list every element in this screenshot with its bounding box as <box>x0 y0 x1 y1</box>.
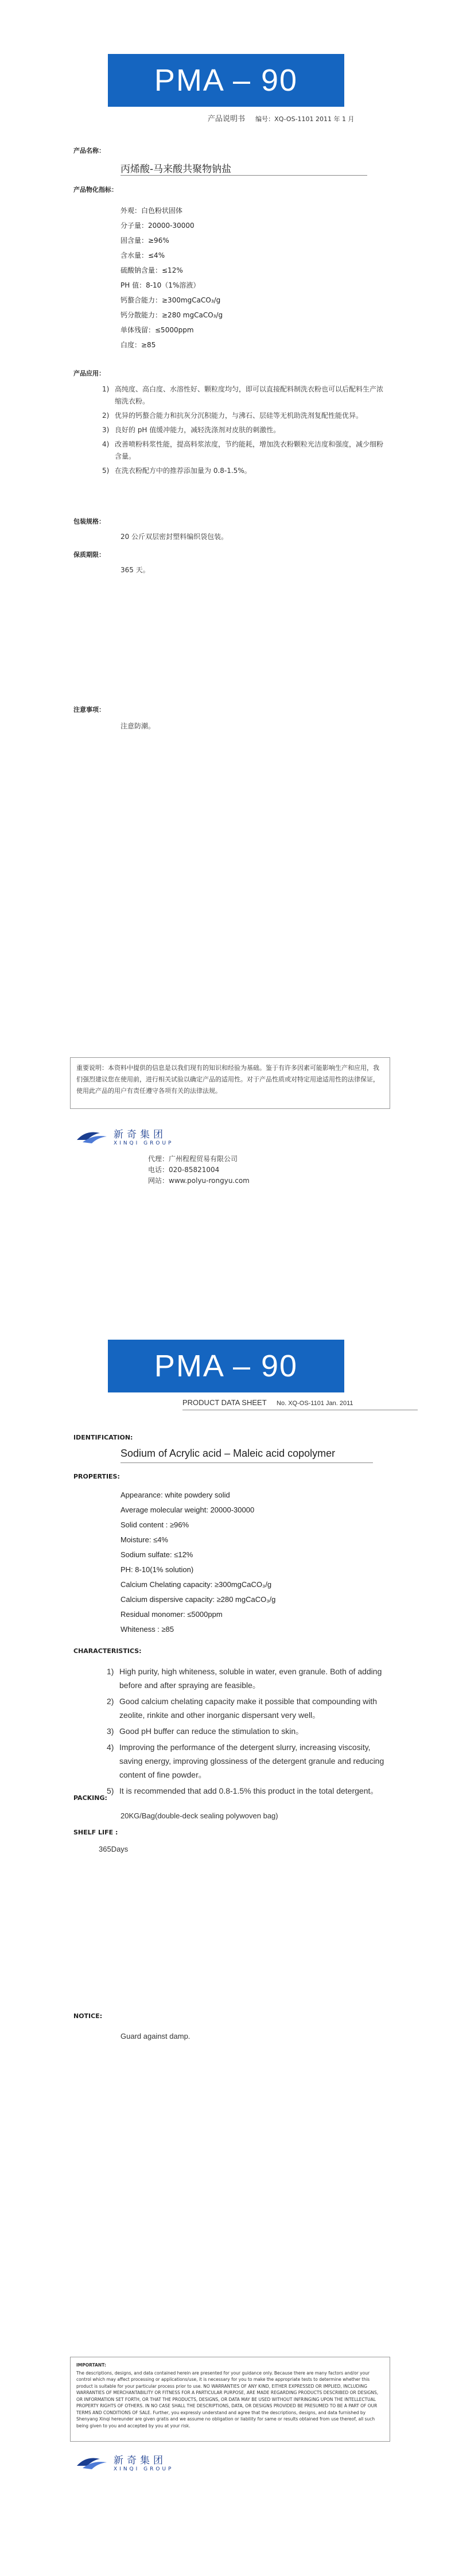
en-label-identification: IDENTIFICATION: <box>73 1434 133 1441</box>
list-item: 4) Improving the performance of the detergent slurry, increasing viscosity, saving energy, improving glossiness of the detergent granule and reducing content of fine powder。 <box>107 1743 384 1779</box>
zh-disclaimer-text: 重要说明：本资料中提供的信息是以我们现有的知识和经验为基础。鉴于有许多因素可能影响生产和应用，我们强烈建议您在使用前，进行相关试验以确定产品的适用性。对于产品性质或对特定用途适用性的法律保证，使用此产品的用户有责任遵守各项有关的法律法规。 <box>76 1064 379 1095</box>
en-property-item: Sodium sulfate: ≤12% <box>120 1550 193 1559</box>
en-name-underline <box>120 1462 373 1463</box>
en-important-title: IMPORTANT: <box>76 2362 106 2368</box>
zh-property-item: 外观：白色粉状固体 <box>120 207 183 215</box>
zh-label-packing: 包装规格： <box>73 518 105 525</box>
zh-product-name: 丙烯酸-马来酸共聚物钠盐 <box>120 164 232 175</box>
en-label-notice: NOTICE: <box>73 2012 103 2020</box>
zh-property-item: 钙分散能力：≥280 mgCaCO₃/g <box>120 311 223 319</box>
en-label-shelf-life: SHELF LIFE : <box>73 1829 118 1836</box>
en-property-item: Average molecular weight: 20000-30000 <box>120 1506 255 1514</box>
zh-shelf-life-text: 365 天。 <box>120 566 150 574</box>
zh-doc-header <box>208 112 355 123</box>
list-item: 1) High purity, high whiteness, soluble in water, even granule. Both of adding before and after spraying are feasible。 <box>107 1667 382 1690</box>
zh-company-name-en: XINQI GROUP <box>114 1140 174 1146</box>
zh-label-name: 产品名称： <box>73 147 105 154</box>
zh-label-properties: 产品物化指标： <box>73 186 118 193</box>
en-property-item: Calcium Chelating capacity: ≥300mgCaCO₃/g <box>120 1580 272 1589</box>
en-packing-text: 20KG/Bag(double-deck sealing polywoven bag) <box>120 1811 278 1820</box>
en-company-name-cn: 新奇集团 <box>114 2455 166 2466</box>
logo-mark-icon <box>76 2454 108 2470</box>
zh-property-item: 固含量：≥96% <box>120 236 169 245</box>
zh-contact-line: 网站：www.polyu-rongyu.com <box>148 1177 250 1185</box>
en-property-item: Residual monomer: ≤5000ppm <box>120 1610 223 1619</box>
zh-label-shelf-life: 保质期限： <box>73 551 105 558</box>
zh-properties-list <box>120 203 223 352</box>
en-property-item: PH: 8-10(1% solution) <box>120 1565 194 1574</box>
en-company-name-en: XINQI GROUP <box>114 2466 174 2472</box>
en-company-logo <box>76 2452 173 2472</box>
en-property-item: Moisture: ≤4% <box>120 1535 168 1544</box>
zh-property-item: 白度：≥85 <box>120 341 156 349</box>
en-doc-number: No. XQ-OS-1101 Jan. 2011 <box>277 1400 353 1407</box>
list-item: 2) Good calcium chelating capacity make it possible that compounding with zeolite, rinkite and other inorganic dispersant very well。 <box>107 1697 378 1720</box>
en-properties-list <box>120 1488 275 1637</box>
zh-property-item: 分子量：20000-30000 <box>120 222 195 230</box>
en-important-text: The descriptions, designs, and data contained herein are presented for your guidance only. Because there are many factors and/or your control which may affect processing or applications/use, it is necessary for you to make the appropriate tests to determine whether this product is suitable for your particular process prior to use. NO WARRANTIES OF ANY KIND, EITHER EXPRESSED OR IMPLIED, INCLUDING WARRANTIES OF MERCHANTABILITY OR FITNESS FOR A PARTICULAR PURPOSE, ARE MADE REGARDING PRODUCTS DESCRIBED OR DESIGNS, OR INFORMATION SET FORTH, OR THAT THE PRODUCTS, DESIGNS, OR DATA MAY BE USED WITHOUT INFRINGING UPON THE INTELLECTUAL PROPERTY RIGHTS OF OTHERS. IN NO CASE SHALL THE DESCRIPTIONS, DATA, OR DESIGNS PROVIDED BE PRESUMED TO BE A PART OF OUR TERMS AND CONDITIONS OF SALE. Further, you expressly understand and agree that the descriptions, designs, and data furnished by Shenyang Xinqi hereunder are given gratis and we assume no obligation or liability for same or results obtained from use thereof, all such being given to you and accepted by you at your risk. <box>76 2370 379 2428</box>
zh-packing-text: 20 公斤双层密封塑料编织袋包装。 <box>120 533 228 541</box>
en-important-box <box>70 2357 390 2442</box>
en-notice-text: Guard against damp. <box>120 2032 190 2040</box>
list-item: 4) 改善喷粉料浆性能，提高料浆浓度，节约能耗，增加洗衣粉颗粒光洁度和强度，减少细粉含量。 <box>102 440 384 460</box>
zh-property-item: 硫酸钠含量：≤12% <box>120 266 183 274</box>
en-product-name: Sodium of Acrylic acid – Maleic acid copolymer <box>120 1448 336 1459</box>
en-characteristics-list <box>107 1665 394 1800</box>
zh-banner-title: PMA – 90 <box>108 54 344 107</box>
zh-contact-line: 代理：广州程程贸易有限公司 <box>148 1155 238 1163</box>
list-item: 3) Good pH buffer can reduce the stimulation to skin。 <box>107 1727 304 1736</box>
zh-label-notice: 注意事项： <box>73 706 105 713</box>
zh-property-item: 单体残留：≤5000ppm <box>120 326 194 334</box>
zh-application-list <box>102 383 389 479</box>
en-doc-title: PRODUCT DATA SHEET <box>182 1398 267 1407</box>
list-item: 5) It is recommended that add 0.8-1.5% this product in the total detergent。 <box>107 1786 379 1795</box>
en-property-item: Calcium dispersive capacity: ≥280 mgCaCO₃/g <box>120 1595 276 1604</box>
zh-contact-line: 电话：020-85821004 <box>148 1166 220 1174</box>
list-item: 3) 良好的 pH 值缓冲能力，减轻洗涤剂对皮肤的刺激性。 <box>102 426 281 434</box>
en-shelf-life-text: 365Days <box>99 1845 129 1853</box>
list-item: 1) 高纯度、高白度、水溶性好、颗粒度均匀，即可以直接配料制洗衣粉也可以后配料生产浓缩洗衣粉。 <box>102 385 384 405</box>
en-label-packing: PACKING: <box>73 1794 107 1802</box>
en-banner-title: PMA – 90 <box>108 1340 344 1392</box>
en-doc-header <box>182 1398 353 1407</box>
zh-doc-title: 产品说明书 <box>208 115 246 123</box>
zh-notice-text: 注意防潮。 <box>120 722 155 730</box>
en-label-properties: PROPERTIES: <box>73 1473 120 1480</box>
zh-property-item: 含水量：≤4% <box>120 251 165 259</box>
list-item: 5) 在洗衣粉配方中的推荐添加量为 0.8-1.5%。 <box>102 467 251 475</box>
zh-contact-block <box>148 1154 250 1186</box>
zh-company-logo <box>76 1126 173 1146</box>
zh-property-item: PH 值：8-10（1%溶液） <box>120 281 200 289</box>
zh-property-item: 钙螯合能力：≥300mgCaCO₃/g <box>120 296 221 304</box>
list-item: 2) 优异的钙螯合能力和抗灰分沉积能力，与沸石、层硅等无机助洗剂复配性能优异。 <box>102 412 363 420</box>
en-property-item: Appearance: white powdery solid <box>120 1491 230 1499</box>
en-property-item: Solid content : ≥96% <box>120 1520 189 1529</box>
logo-mark-icon <box>76 1128 108 1145</box>
zh-doc-number: 编号：XQ-OS-1101 2011 年 1 月 <box>255 115 355 123</box>
zh-name-underline <box>120 175 367 176</box>
en-property-item: Whiteness : ≥85 <box>120 1625 174 1634</box>
en-label-characteristics: CHARACTERISTICS: <box>73 1647 142 1655</box>
zh-company-name-cn: 新奇集团 <box>114 1129 166 1140</box>
zh-label-application: 产品应用： <box>73 370 105 377</box>
zh-disclaimer-box <box>70 1057 390 1109</box>
